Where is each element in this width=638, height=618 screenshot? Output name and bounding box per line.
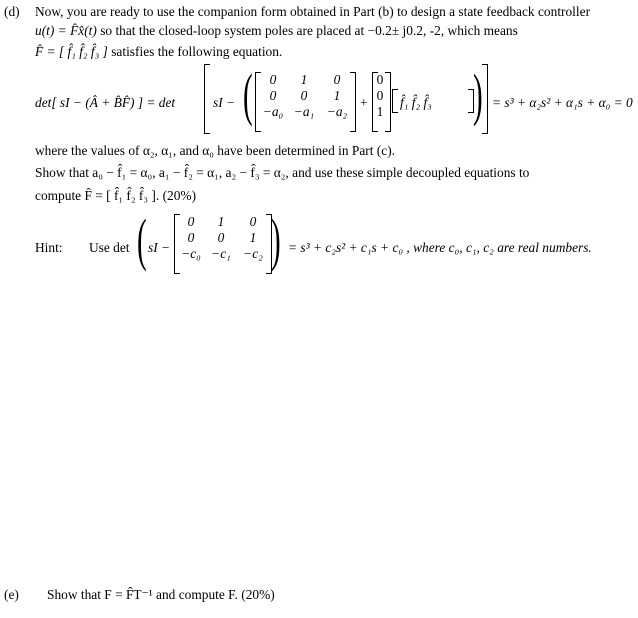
compute-percent: (20%)	[162, 188, 197, 203]
plus-sign: +	[360, 95, 368, 110]
matrix-c-cell: 0	[187, 214, 195, 229]
control-law-lhs: u(t) =	[35, 23, 71, 38]
row-f: f̂₁ f̂₂ f̂₃	[400, 95, 432, 110]
show-line: Show that a₀ − f̂₁ = α₀, a₁ − f̂₂ = α₁, a₂ − f̂₃ = α₂, and use these simple decoupled equations to	[35, 165, 530, 180]
inner-paren-left: (	[243, 62, 253, 127]
hint-use-det: Use det	[89, 240, 130, 255]
matrix-a-cell: −a₂	[326, 104, 348, 119]
part-e-text	[47, 587, 275, 603]
poles-text: so that the closed-loop system poles are placed at −0.2± j0.2, -2, which means	[96, 23, 518, 38]
matrix-a-cell: 0	[333, 72, 341, 87]
matrix-c-cell: 0	[249, 214, 257, 229]
outer-bracket-right	[482, 64, 488, 134]
hint-paren-right: )	[271, 207, 281, 272]
matrix-c-cell: 1	[217, 214, 225, 229]
matrix-a-cell: −a₁	[293, 104, 315, 119]
matrix-a-cell: 0	[300, 88, 308, 103]
matrix-c-cell: −c₀	[181, 246, 201, 261]
part-e-label: (e)	[4, 587, 19, 602]
matrix-c-cell: 0	[187, 230, 195, 245]
inner-paren-right: )	[473, 62, 483, 127]
matrix-c-cell: 1	[249, 230, 257, 245]
part-e-percent: (20%)	[241, 587, 275, 602]
part-d-label: (d)	[4, 4, 20, 19]
det-rhs: = s³ + α₂s² + α₁s + α₀ = 0	[492, 95, 633, 110]
det-lhs: det[ sI − (Â + B̂F̂) ] = det	[35, 95, 176, 110]
hint-paren-left: (	[137, 207, 147, 272]
matrix-c	[178, 214, 268, 262]
matrix-a-cell: 0	[269, 72, 277, 87]
where-line: where the values of α₂, α₁, and α₀ have been determined in Part (c).	[35, 143, 396, 158]
part-d-line3	[35, 44, 282, 60]
matrix-c-cell: −c₂	[243, 246, 263, 261]
matrix-a-cell: 1	[333, 88, 341, 103]
outer-bracket-left	[204, 64, 210, 134]
matrix-c-cell: −c₁	[211, 246, 231, 261]
vector-b-bracket-right	[385, 72, 391, 132]
vector-b-cell: 1	[376, 104, 384, 119]
satisfies-text: satisfies the following equation.	[107, 44, 283, 59]
vector-b-cell: 0	[376, 88, 384, 103]
hint-sI-minus: sI −	[148, 240, 171, 255]
compute-line	[35, 188, 196, 204]
sI-minus: sI −	[213, 95, 236, 110]
matrix-a-bracket-right	[350, 72, 356, 132]
matrix-a	[259, 72, 353, 120]
F-hat-definition: F̂ = [ f̂₁ f̂₂ f̂₃ ]	[35, 44, 108, 59]
vector-b-cell: 0	[376, 72, 384, 87]
part-d-line2	[35, 23, 518, 39]
part-d-line1: Now, you are ready to use the companion form obtained in Part (b) to design a state feedback controller	[35, 4, 591, 19]
matrix-c-cell: 0	[217, 230, 225, 245]
matrix-a-cell: 1	[300, 72, 308, 87]
row-f-bracket-left	[392, 89, 398, 113]
matrix-a-cell: −a₀	[262, 104, 284, 119]
hint-label: Hint:	[35, 240, 63, 255]
hint-rhs: = s³ + c₂s² + c₁s + c₀ , where c₀, c₁, c₂ are real numbers.	[288, 240, 592, 255]
matrix-a-cell: 0	[269, 88, 277, 103]
compute-text: compute F̂ = [ f̂₁ f̂₂ f̂₃ ].	[35, 188, 160, 203]
part-e-statement: Show that F = F̂T⁻¹ and compute F.	[47, 587, 238, 602]
control-law-rhs: F̂x̂(t)	[70, 23, 97, 38]
